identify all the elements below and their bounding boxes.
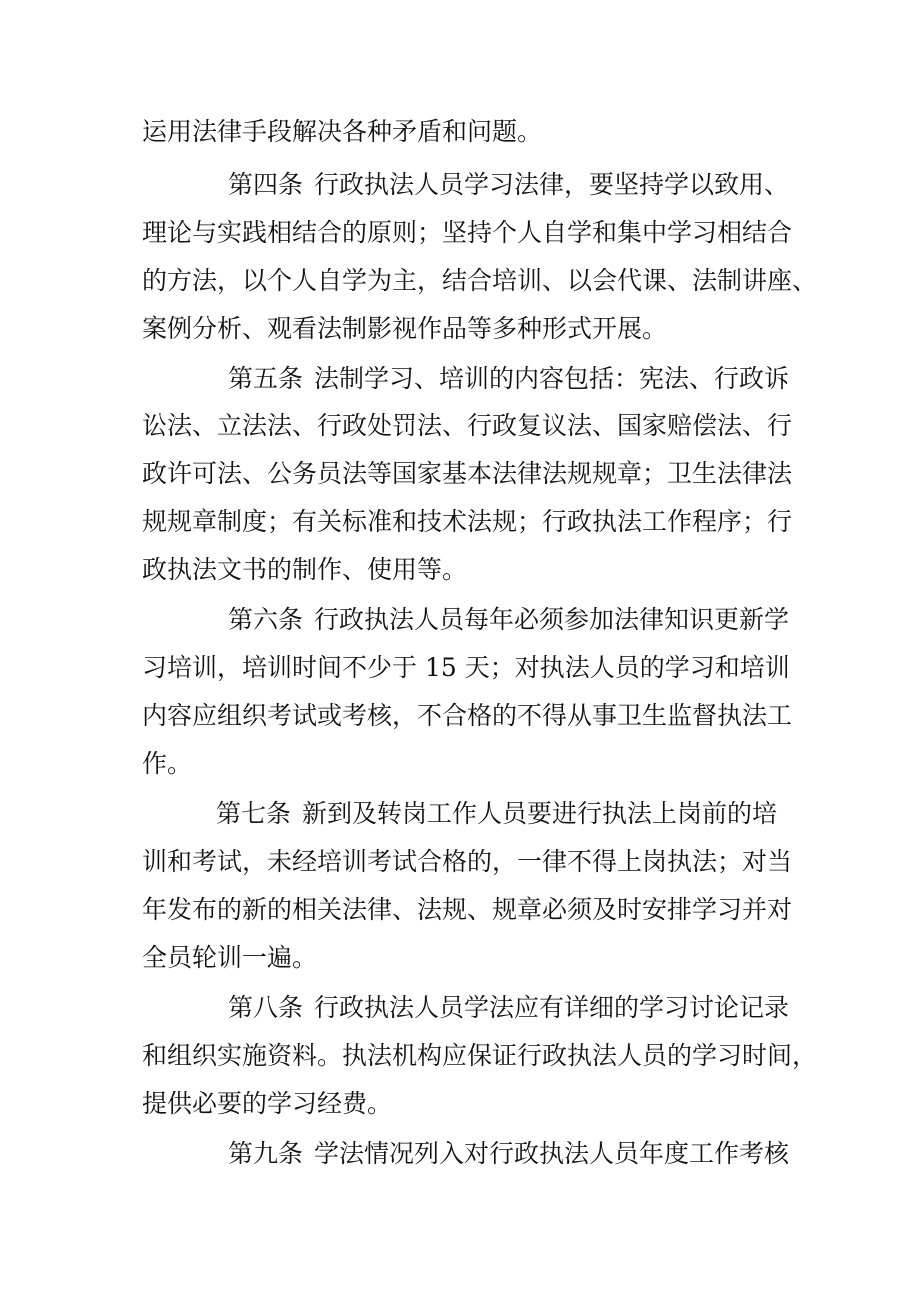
paragraph-text: 政许可法、公务员法等国家基本法律法规规章；卫生法律法 [142,459,793,488]
text-line [0,890,920,930]
article-label: 第七条 [216,799,292,828]
paragraph-text: 政执法文书的制作、使用等。 [142,555,468,584]
article-9-first-line [0,1134,920,1174]
text-line [0,938,920,978]
article-label: 第六条 [228,605,304,634]
paragraph-text: 习培训，培训时间不少于 15 天；对执法人员的学习和培训 [142,653,790,682]
article-label: 第九条 [228,1139,304,1168]
article-label: 第五条 [228,364,304,393]
paragraph-text: 法制学习、培训的内容包括：宪法、行政诉 [314,364,790,393]
paragraph-text: 年发布的新的相关法律、法规、规章必须及时安排学习并对 [142,895,793,924]
text-line [0,112,920,152]
text-line [0,213,920,253]
paragraph-text: 行政执法人员学习法律，要坚持学以致用、 [314,170,790,199]
paragraph-text: 学法情况列入对行政执法人员年度工作考核 [314,1139,790,1168]
paragraph-text: 行政执法人员每年必须参加法律知识更新学 [314,605,790,634]
text-line [0,550,920,590]
article-label: 第四条 [228,170,304,199]
paragraph-text: 提供必要的学习经费。 [142,1089,393,1118]
text-line [0,502,920,542]
text-line [0,1036,920,1076]
text-line [0,261,920,301]
paragraph-text: 行政执法人员学法应有详细的学习讨论记录 [314,993,790,1022]
text-line [0,309,920,349]
article-7-first-line [0,794,920,834]
text-line [0,648,920,688]
paragraph-text: 和组织实施资料。执法机构应保证行政执法人员的学习时间， [142,1041,818,1070]
text-line [0,454,920,494]
article-8-first-line [0,988,920,1028]
paragraph-text: 训和考试，未经培训考试合格的，一律不得上岗执法；对当 [142,847,793,876]
text-line [0,842,920,882]
paragraph-text: 理论与实践相结合的原则；坚持个人自学和集中学习相结合 [142,218,793,247]
paragraph-text: 全员轮训一遍。 [142,943,318,972]
text-line [0,744,920,784]
paragraph-text: 新到及转岗工作人员要进行执法上岗前的培 [302,799,778,828]
paragraph-text: 案例分析、观看法制影视作品等多种形式开展。 [142,314,668,343]
paragraph-text: 内容应组织考试或考核，不合格的不得从事卫生监督执法工 [142,701,793,730]
article-6-first-line [0,600,920,640]
text-line [0,696,920,736]
paragraph-text: 的方法，以个人自学为主，结合培训、以会代课、法制讲座、 [142,266,818,295]
text-line [0,406,920,446]
paragraph-text: 规规章制度；有关标准和技术法规；行政执法工作程序；行 [142,507,793,536]
paragraph-text: 作。 [142,749,193,778]
article-5-first-line [0,359,920,399]
article-4-first-line [0,165,920,205]
paragraph-text: 运用法律手段解决各种矛盾和问题。 [142,117,543,146]
text-line [0,1084,920,1124]
paragraph-text: 讼法、立法法、行政处罚法、行政复议法、国家赔偿法、行 [142,411,793,440]
article-label: 第八条 [228,993,304,1022]
